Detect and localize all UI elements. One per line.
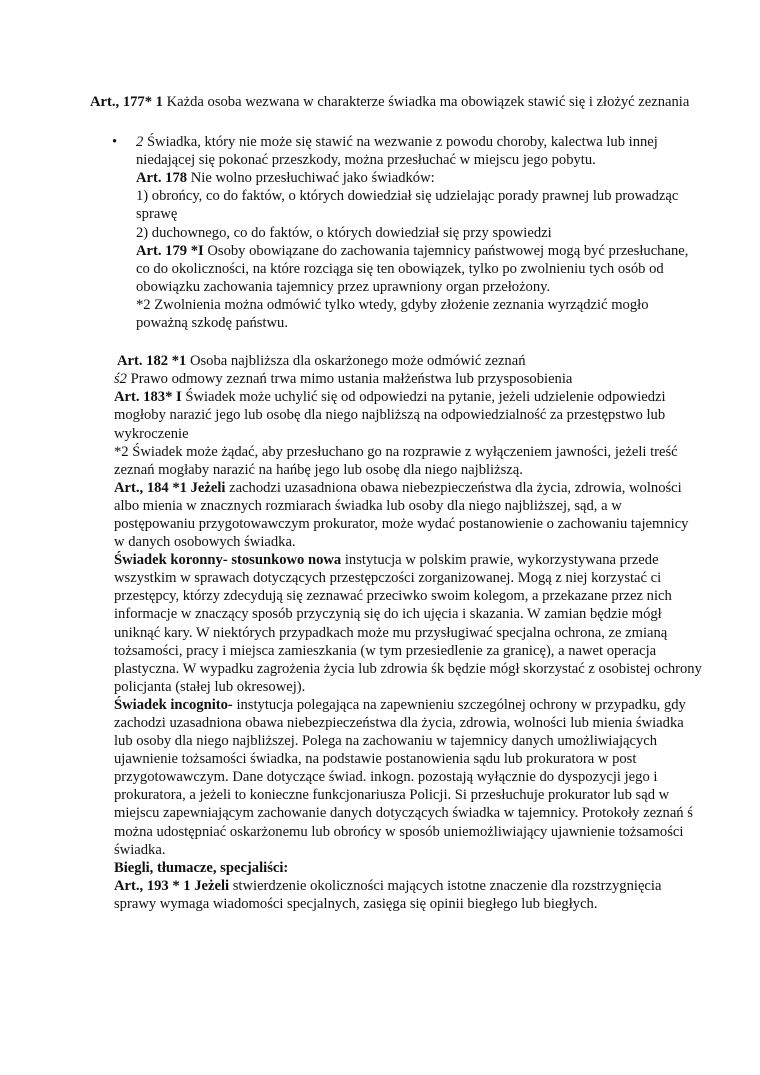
art178-heading: Art. 178 [136,170,188,187]
par2-number: 2 [136,134,144,151]
art178-point-2: 2) duchownego, co do faktów, o których dowiedział się przy spowiedzi [136,224,552,241]
bullet-list [90,133,702,332]
art178-point-1: 1) obrońcy, co do faktów, o których dowiedział się udzielając porady prawnej lub prowadząc sprawę [136,188,679,223]
art184-heading: Art., 184 *1 Jeżeli [114,479,226,496]
list-item [90,133,702,332]
par2-number: ś2 [114,371,127,388]
bullet-icon: • [112,134,118,151]
art193-paragraph: Art., 193 * 1 Jeżeli stwierdzenie okoliczności mających istotne znaczenie dla rozstrzygnięcia sprawy wymaga wiadomości specjalnych, zasięga się opinii biegłego lub biegłych. [114,877,662,912]
art179-paragraph: Art. 179 *I Osoby obowiązane do zachowania tajemnicy państwowej mogą być przesłuchane, co do okoliczności, na które rozciąga się ten obowiązek, tylko po zwolnieniu tych osób od obowiązku zachowania tajemnicy przez uprawniony organ przełożony. [136,242,689,295]
art177-heading: Art., 177* 1 [90,94,163,110]
art182-heading: Art. 182 *1 [117,353,187,370]
art183-par2: *2 Świadek może żądać, aby przesłuchano go na rozprawie z wyłączeniem jawności, jeżeli treść zeznań mogłaby narazić na hańbę jego lub osobę dla niego najbliższą. [114,443,678,478]
swiadek-koronny-paragraph: Świadek koronny- stosunkowo nowa instytucja w polskim prawie, wykorzystywana przede wszystkim w sprawach dotyczących przestępczości zorganizowanej. Mogą z niej korzystać ci przestępcy, którzy zdecydują się zeznawać przeciwko swoim kolegom, a przekazane przez nich informacje w znaczący sposób przyczynią się do ich ujęcia i skazania. W zamian będzie mógł uniknąć kary. W niektórych przypadkach może mu przysługiwać specjalna ochrona, ze zmianą tożsamości, pracy i miejsca zamieszkania (w tym przesiedlenie za granicę), a nawet operacja plastyczna. W wypadku zagrożenia życia lub zdrowia śk będzie mógł skorzystać z osobistej ochrony policjanta (stałej lub okresowej). [114,552,702,695]
art182-par2: ś2 Prawo odmowy zeznań trwa mimo ustania małżeństwa lub przysposobienia [114,371,573,388]
art177-par2: 2 Świadka, który nie może się stawić na wezwanie z powodu choroby, kalectwa lub innej niedającej się pokonać przeszkody, można przesłuchać w miejscu jego pobytu. [136,134,658,169]
art184-paragraph: Art., 184 *1 Jeżeli zachodzi uzasadniona obawa niebezpieczeństwa dla życia, zdrowia, wolności albo mienia w znacznych rozmiarach świadka lub osoby dla niego najbliższej, sąd, a w postępowaniu przygotowawczym prokurator, może wydać postanowienie o zachowaniu tajemnicy w danych osobowych świadka. [114,479,689,551]
art178-line: Art. 178 Nie wolno przesłuchiwać jako świadków: [136,170,435,187]
document-page [90,93,702,913]
swiadek-incognito-paragraph: Świadek incognito- instytucja polegająca na zapewnieniu szczególnej ochrony w przypadku, gdy zachodzi uzasadniona obawa niebezpieczeństwa dla życia, zdrowia, wolności lub mienia świadka lub osoby dla niego najbliższej. Polega na zachowaniu w tajemnicy danych umożliwiających ujawnienie tożsamości świadka, na podstawie postanowienia sądu lub prokuratora w post przygotowawczym. Dane dotyczące świad. inkogn. pozostają wyłącznie do dyspozycji jego i prokuratora, a jeżeli to konieczne funkcjonariusza Policji. Si przesłuchuje prokurator lub sąd w miejscu zapewniającym zachowanie danych dotyczących świadka w tajemnicy. Protokoły zeznań ś można udostępniać oskarżonemu lub obrońcy w sposób uniemożliwiający ujawnienie tożsamości świadka. [114,696,693,858]
main-text-block [90,352,702,913]
art182-paragraph: Art. 182 *1 Osoba najbliższa dla oskarżonego może odmówić zeznań [117,353,526,370]
art183-heading: Art. 183* I [114,389,182,406]
art177-text: Każda osoba wezwana w charakterze świadka ma obowiązek stawić się i złożyć zeznania [162,94,690,110]
art179-heading: Art. 179 *I [136,242,204,259]
art193-heading: Art., 193 * 1 Jeżeli [114,877,230,894]
swiadek-koronny-heading: Świadek koronny- stosunkowo nowa [114,552,342,569]
art179-par2: *2 Zwolnienia można odmówić tylko wtedy, gdyby złożenie zeznania wyrządzić mogło poważną szkodę państwu. [136,296,649,332]
art177-paragraph [90,93,702,111]
art183-paragraph: Art. 183* I Świadek może uchylić się od odpowiedzi na pytanie, jeżeli udzielenie odpowiedzi mogłoby narazić jego lub osobę dla niego najbliższą na odpowiedzialność za przestępstwo lub wykroczenie [114,389,666,442]
swiadek-incognito-heading: Świadek incognito- [114,696,233,713]
biegli-heading: Biegli, tłumacze, specjaliści: [114,859,289,876]
